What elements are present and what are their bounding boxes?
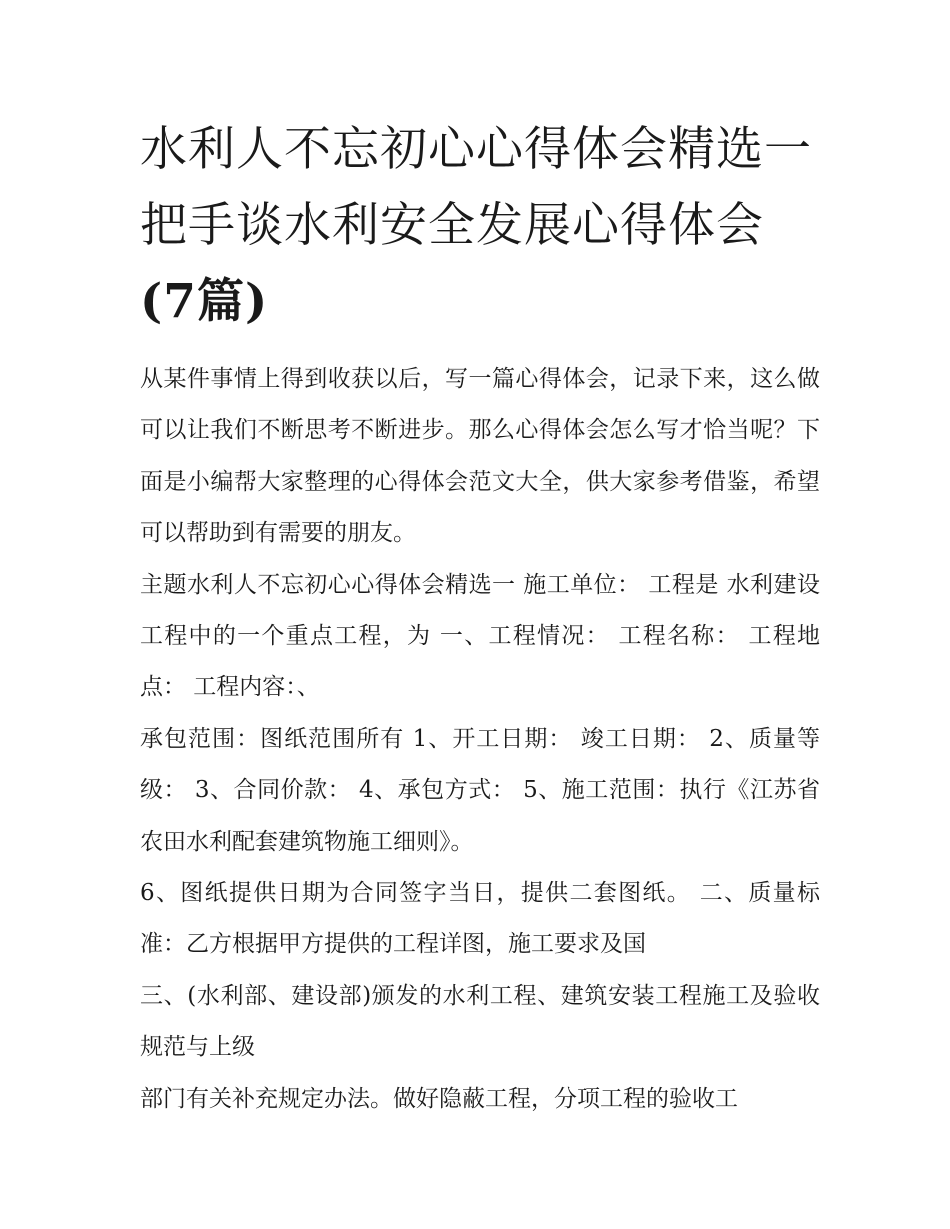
document-title-text: 水利人不忘初心心得体会精选一把手谈水利安全发展心得体会 [140,122,812,253]
document-body [140,354,820,1125]
paragraph-contract-scope: 承包范围：图纸范围所有 1、开工日期： 竣工日期： 2、质量等级： 3、合同价款： 4、承包方式： 5、施工范围：执行《江苏省农田水利配套建筑物施工细则》。 [140,725,820,855]
paragraph-intro: 从某件事情上得到收获以后，写一篇心得体会，记录下来，这么做可以让我们不断思考不断进步。那么心得体会怎么写才恰当呢？下面是小编帮大家整理的心得体会范文大全，供大家参考借鉴，希望可以帮助到有需要的朋友。 [140,366,820,547]
paragraph-drawings-quality: 6、图纸提供日期为合同签字当日，提供二套图纸。 二、质量标准：乙方根据甲方提供的工程详图，施工要求及国 [140,880,820,958]
document-title [140,112,820,340]
paragraph-regulations: 三、(水利部、建设部)颁发的水利工程、建筑安装工程施工及验收规范与上级 [140,982,820,1061]
paragraph-project-info: 主题水利人不忘初心心得体会精选一 施工单位： 工程是 水利建设工程中的一个重点工程，为 一、工程情况： 工程名称： 工程地点： 工程内容：、 [140,571,820,701]
paragraph-acceptance: 部门有关补充规定办法。做好隐蔽工程，分项工程的验收工 [140,1085,738,1112]
document-title-suffix: (7篇) [140,274,269,329]
